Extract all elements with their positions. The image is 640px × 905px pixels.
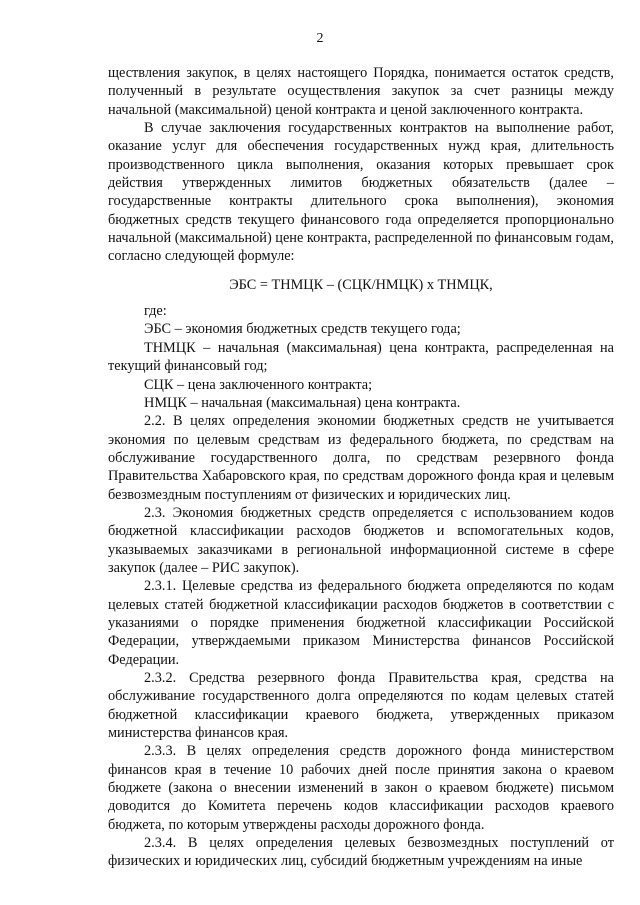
formula-definition-nmck: НМЦК – начальная (максимальная) цена контракта. <box>144 394 461 411</box>
paragraph-2-2: 2.2. В целях определения экономии бюджетных средств не учитывается экономия по целевым средствам из федерального бюджета, по средствам на обслуживание государственного долга, по средствам резервного фонда Правительства Хабаровского края, по средствам дорожного фонда края и целевым безвозмездным поступлениям от физических и юридических лиц. <box>108 413 614 503</box>
paragraph-2-3-3: 2.3.3. В целях определения средств дорожного фонда министерством финансов края в течение 10 рабочих дней после принятия закона о краевом бюджете (закона о внесении изменений в закон о краевом бюджете) письмом доводится до Комитета перечень кодов классификации расходов краевого бюджета, по которым утверждены расходы дорожного фонда. <box>108 743 614 833</box>
formula-definition-ebs: ЭБС – экономия бюджетных средств текущего года; <box>144 321 461 338</box>
formula-definition-tnmck: ТНМЦК – начальная (максимальная) цена контракта, распределенная на текущий финансовый год; <box>108 339 614 375</box>
formula-where-label: где: <box>144 303 167 320</box>
paragraph-2-3-1: 2.3.1. Целевые средства из федерального бюджета определяются по кодам целевых статей бюджетной классификации расходов бюджетов в соответствии с указаниями о порядке применения бюджетной классификации Российской Федерации, утверждаемыми приказом Министерства финансов Российской Федерации. <box>108 578 614 668</box>
document-body <box>108 64 614 871</box>
paragraph-2-3-2: 2.3.2. Средства резервного фонда Правительства края, средства на обслуживание государственного долга определяются по кодам целевых статей бюджетной классификации краевого бюджета, утвержденных приказом министерства финансов края. <box>108 670 614 742</box>
paragraph-2-3-4: 2.3.4. В целях определения целевых безвозмездных поступлений от физических и юридических лиц, субсидий бюджетным учреждениям на иные <box>108 835 614 870</box>
formula: ЭБС = ТНМЦК – (СЦК/НМЦК) x ТНМЦК, <box>229 276 493 293</box>
paragraph-2-3: 2.3. Экономия бюджетных средств определяется с использованием кодов бюджетной классификации расходов бюджетов и вспомогательных кодов, указываемых заказчиками в региональной информационной системе в сфере закупок (далее – РИС закупок). <box>108 504 614 576</box>
paragraph-long-term-contracts: В случае заключения государственных контрактов на выполнение работ, оказание услуг для обеспечения государственных нужд края, длительность производственного цикла выполнения, оказания которых превышает срок действия утвержденных лимитов бюджетных обязательств (далее – государственные контракты длительного срока выполнения), экономия бюджетных средств текущего финансового года определяется пропорционально начальной (максимальной) цене контракта, распределенной по финансовым годам, согласно следующей формуле: <box>108 120 614 265</box>
formula-definition-sck: СЦК – цена заключенного контракта; <box>144 376 373 393</box>
paragraph-continuation: ществления закупок, в целях настоящего Порядка, понимается остаток средств, полученный в результате осуществления закупок за счет разницы между начальной (максимальной) ценой контракта и ценой заключенного контракта. <box>108 65 614 118</box>
page-number: 2 <box>316 31 324 46</box>
